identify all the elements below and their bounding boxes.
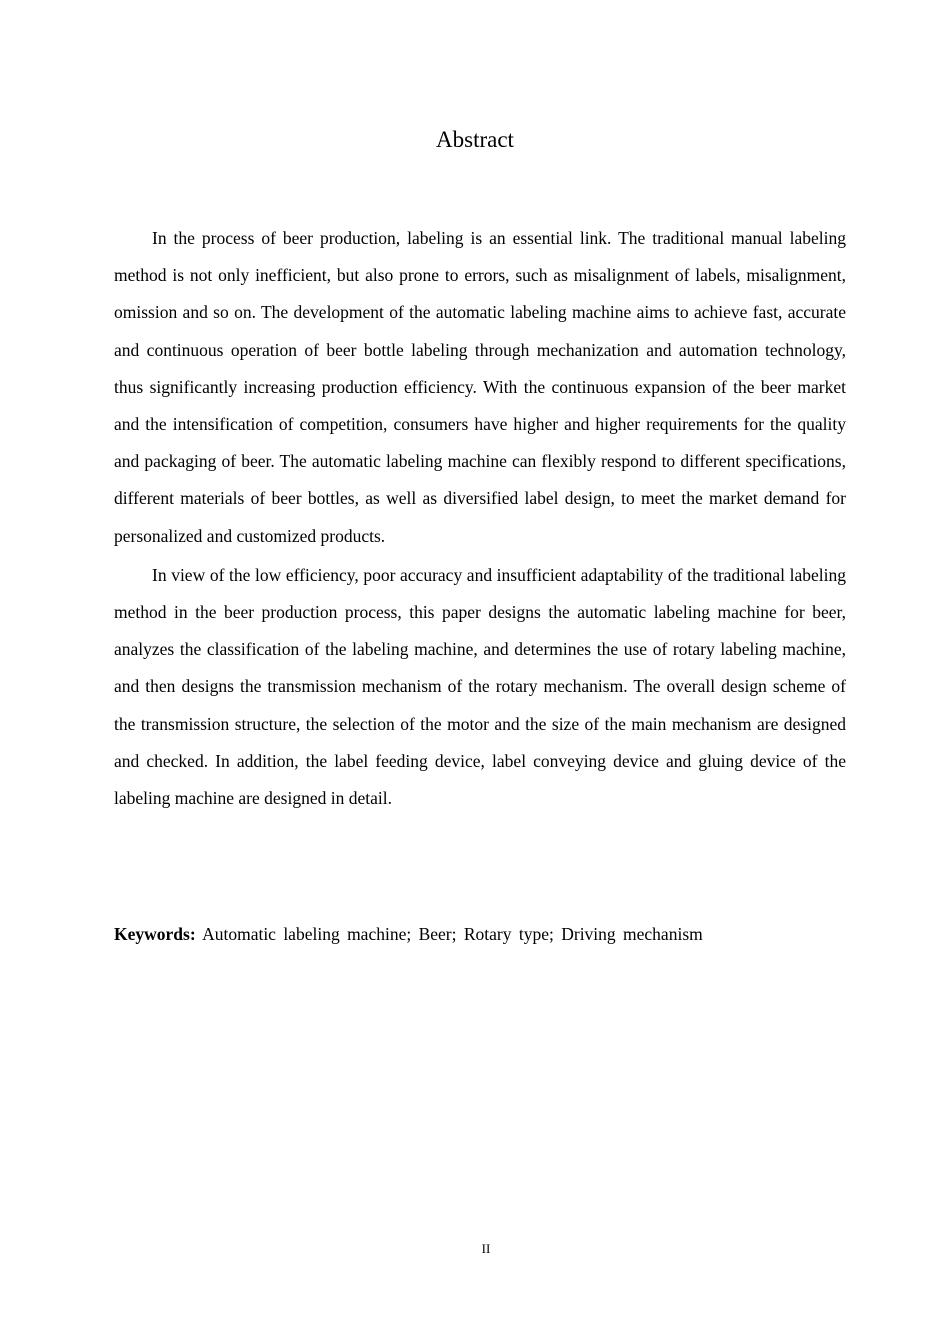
abstract-paragraph-2: In view of the low efficiency, poor accuracy and insufficient adaptability of the traditional labeling method in the beer production process, this paper designs the automatic labeling machine for beer, analyzes the classification of the labeling machine, and determines the use of rotary labeling machine, and then designs the transmission mechanism of the rotary mechanism. The overall design scheme of the transmission structure, the selection of the motor and the size of the main mechanism are designed and checked. In addition, the label feeding device, label conveying device and gluing device of the labeling machine are designed in detail. — [114, 564, 846, 809]
keywords-line — [114, 918, 846, 950]
page-title: Abstract — [436, 127, 514, 152]
keywords-label: Keywords: — [114, 924, 196, 944]
abstract-paragraph-1: In the process of beer production, labeling is an essential link. The traditional manual labeling method is not only inefficient, but also prone to errors, such as misalignment of labels, misalignment, omission and so on. The development of the automatic labeling machine aims to achieve fast, accurate and continuous operation of beer bottle labeling through mechanization and automation technology, thus significantly increasing production efficiency. With the continuous expansion of the beer market and the intensification of competition, consumers have higher and higher requirements for the quality and packaging of beer. The automatic labeling machine can flexibly respond to different specifications, different materials of beer bottles, as well as diversified label design, to meet the market demand for personalized and customized products. — [114, 228, 846, 546]
abstract-body — [114, 220, 846, 817]
page-number: II — [481, 1241, 491, 1256]
keywords-text: Automatic labeling machine; Beer; Rotary type; Driving mechanism — [202, 924, 703, 944]
